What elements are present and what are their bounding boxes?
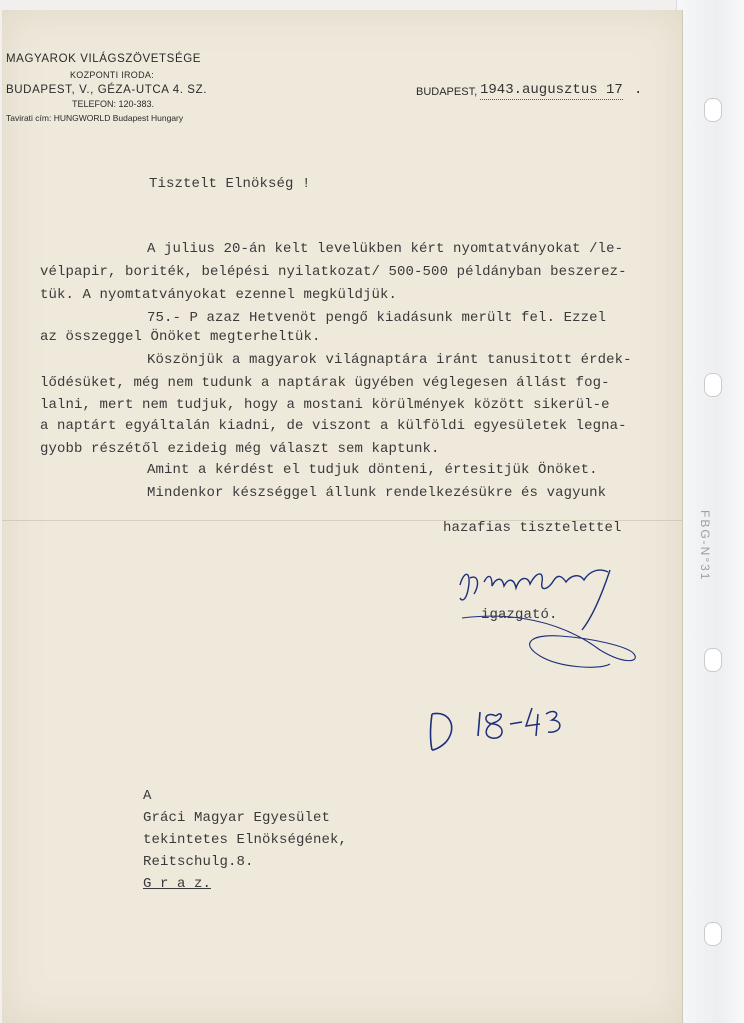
punch-hole-icon	[704, 922, 722, 946]
salutation: Tisztelt Elnökség !	[149, 176, 311, 192]
punch-hole-icon	[704, 98, 722, 122]
letterhead-org-name: MAGYAROK VILÁGSZÖVETSÉGE	[6, 53, 202, 65]
recipient-line: Reitschulg.8.	[143, 854, 254, 870]
body-line: A julius 20-án kelt levelükben kért nyomtatványokat /le-	[147, 241, 624, 257]
recipient-city: G r a z.	[143, 876, 212, 892]
letterhead-phone: TELEFON: 120-383.	[72, 99, 155, 109]
body-line: vélpapir, boriték, belépési nyilatkozat/ 500-500 példányban beszerez-	[40, 264, 627, 280]
body-line: Amint a kérdést el tudjuk dönteni, értesitjük Önöket.	[147, 462, 598, 478]
punch-hole-icon	[704, 373, 722, 397]
body-line: lalni, mert nem tudjuk, hogy a mostani körülmények között sikerül-e	[40, 397, 610, 413]
body-line: 75.- P azaz Hetvenöt pengő kiadásunk merült fel. Ezzel	[147, 310, 607, 326]
recipient-line: tekintetes Elnökségének,	[143, 832, 348, 848]
date-end: .	[634, 82, 643, 98]
body-line: tük. A nyomtatványokat ezennel megküldjük.	[40, 287, 398, 303]
letter-page	[2, 10, 683, 1023]
closing: hazafias tisztelettel	[443, 520, 622, 536]
signature-title: igazgató.	[481, 607, 558, 623]
letterhead-office: KOZPONTI IRODA:	[70, 70, 155, 80]
recipient-line: A	[143, 788, 152, 804]
body-line: Köszönjük a magyarok világnaptára iránt tanusitott érdek-	[147, 352, 632, 368]
punch-hole-icon	[704, 648, 722, 672]
sleeve-mark: FBG-N°31	[698, 510, 712, 582]
recipient-line: Gráci Magyar Egyesület	[143, 810, 331, 826]
handwritten-note-text	[424, 700, 425, 701]
letterhead-address: BUDAPEST, V., GÉZA-UTCA 4. SZ.	[6, 84, 207, 96]
handwritten-note-icon	[424, 700, 574, 760]
body-line: gyobb részétől ezideig még választ sem kaptunk.	[40, 441, 440, 457]
body-line: Mindenkor készséggel állunk rendelkezésükre és vagyunk	[147, 485, 607, 501]
date-label: BUDAPEST,	[416, 86, 478, 98]
date-value: 1943.augusztus 17	[480, 82, 623, 98]
letterhead-telegraph: Tavirati cím: HUNGWORLD Budapest Hungary	[6, 113, 184, 123]
body-line: az összeggel Önöket megterheltük.	[40, 329, 321, 345]
body-line: a naptárt egyáltalán kiadni, de viszont a külföldi egyesületek legna-	[40, 418, 627, 434]
body-line: lődésüket, még nem tudunk a naptárak ügyében véglegesen állást fog-	[40, 375, 610, 391]
